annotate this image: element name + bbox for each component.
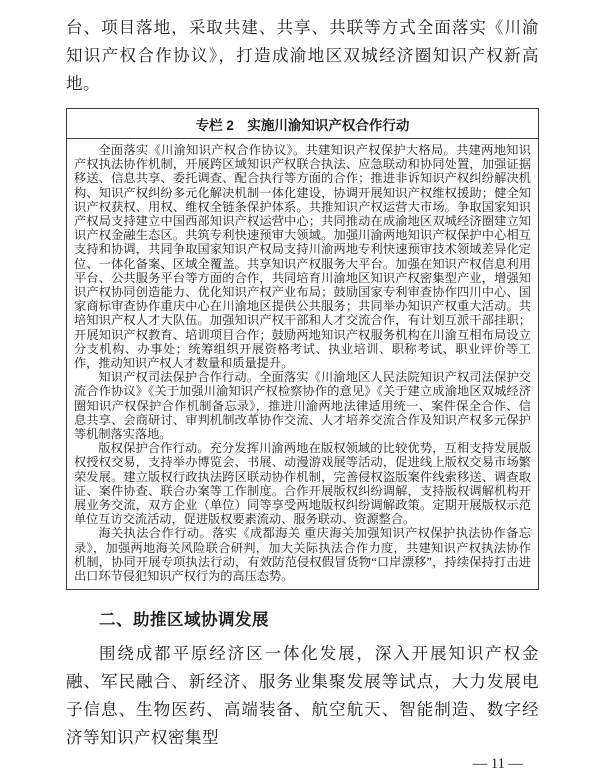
box-paragraph: 版权保护合作行动。充分发挥川渝两地在版权领域的比较优势，互相支持发展版权授权交易，支持举办博览会、书展、动漫游戏展等活动，促进线上版权交易市场繁荣发展。建立版权行政执法跨区联动协作机制，完善侵权盗版案件线索移送、调查取证、案件协查、联合办案等工作制度。合作开展版权纠纷调解，支持版权调解机构开展业务交流，双方企业（单位）同等享受两地版权纠纷调解政策。定期开展版权示范单位互访交流活动，促进版权要素流动、服务联动、资源整合。: [74, 441, 531, 527]
intro-paragraph: 台、项目落地，采取共建、共享、共联等方式全面落实《川渝知识产权合作协议》，打造成渝地区双城经济圈知识产权新高地。: [66, 18, 539, 93]
box-paragraph: 全面落实《川渝知识产权合作协议》。共建知识产权保护大格局。共建两地知识产权执法协作机制，开展跨区域知识产权联合执法、应急联动和协同处置，加强证据移送、信息共享、委托调查、配合执行等方面的合作；推进非诉知识产权纠纷解决机构、知识产权纠纷多元化解决机制一体化建设，协调开展知识产权维权援助；健全知识产权获权、用权、维权全链条保护体系。共推知识产权运营大市场。争取国家知识产权局支持建立中国西部知识产权运营中心；共同推动在成渝地区双城经济圈建立知识产权金融生态区。共筑专利快速预审大领域。加强川渝两地知识产权保护中心相互支持和协调，共同争取国家知识产权局支持川渝两地专利快速预审技术领域差异化定位、一体化备案、区域全覆盖。共享知识产权服务大平台。加强在知识产权信息利用平台、公共服务平台等方面的合作，共同培育川渝地区知识产权密集型产业，增强知识产权协同创造能力、优化知识产权产业布局；鼓励国家专利审查协作四川中心、国家商标审查协作重庆中心在川渝地区提供公共服务；共同举办知识产权重大活动。共培知识产权人才大队伍。加强知识产权干部和人才交流合作，有计划互派干部挂职；开展知识产权教育、培训项目合作；鼓励两地知识产权服务机构在川渝互相布局设立分支机构、办事处；统筹组织开展资格考试、执业培训、职称考试、职业评价等工作，推动知识产权人才数量和质量提升。: [74, 143, 531, 371]
page-number: — 11 —: [472, 756, 523, 773]
section-paragraph: 围绕成都平原经济区一体化发展，深入开展知识产权金融、军民融合、新经济、服务业集聚发展等试点，大力发展电子信息、生物医药、高端装备、航空航天、智能制造、数字经济等知识产权密集型: [66, 644, 539, 748]
column-box: [66, 108, 539, 590]
box-title: 专栏 2 实施川渝知识产权合作行动: [67, 109, 538, 139]
box-paragraph: 海关执法合作行动。落实《成都海关 重庆海关加强知识产权保护执法协作备忘录》，加强两地海关风险联合研判，加大关际执法合作力度，共建知识产权执法协作机制，协同开展专项执法行动，有效防范侵权假冒货物“口岸漂移”，持续保持打击进出口环节侵犯知识产权行为的高压态势。: [74, 526, 531, 584]
box-paragraph: 知识产权司法保护合作行动。全面落实《川渝地区人民法院知识产权司法保护交流合作协议》《关于加强川渝知识产权检察协作的意见》《关于建立成渝地区双城经济圈知识产权保护合作机制备忘录》，推进川渝两地法律适用统一、案件保全合作、信息共享、会商研讨、审判机制改革协作交流、人才培养交流合作及知识产权多元保护等机制落实落地。: [74, 370, 531, 442]
box-body: [67, 139, 538, 589]
section-heading: 二、助推区域协调发展: [99, 611, 269, 630]
